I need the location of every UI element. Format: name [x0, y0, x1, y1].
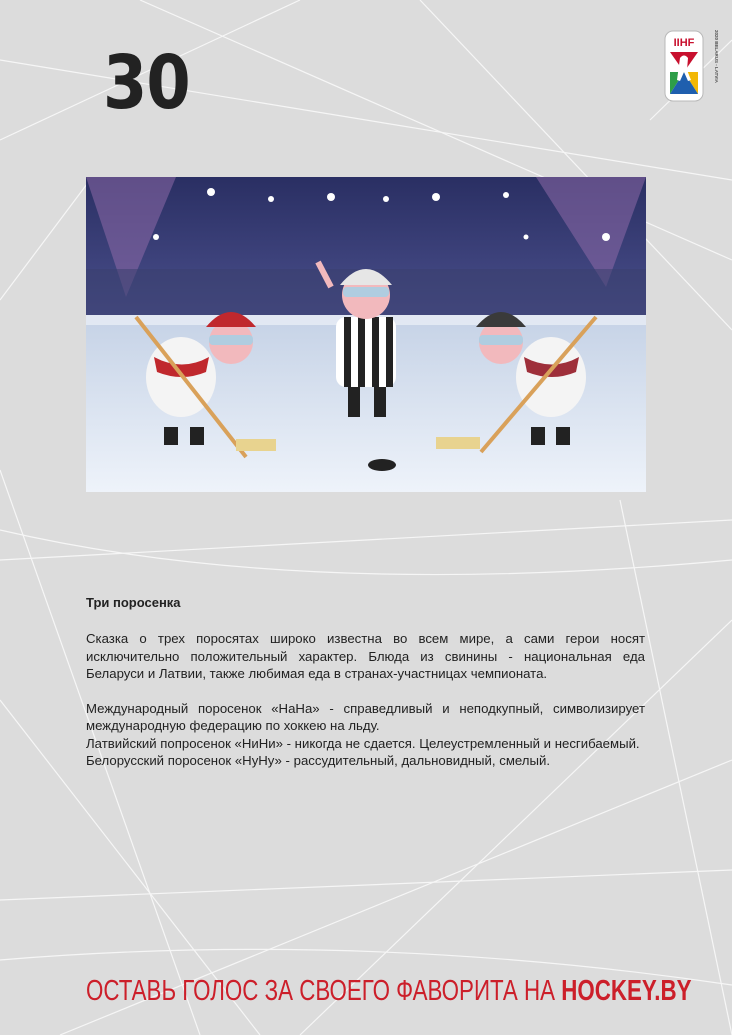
iihf-logo	[664, 30, 704, 102]
article-paragraph: Международный поросенок «НаНа» - справедливый и неподкупный, символизирует международную федерацию по хоккею на льду.	[86, 700, 645, 733]
article-paragraph: Сказка о трех поросятах широко известна во всем мире, а сами герои носят исключительно положительный характер. Блюда из свинины - национальная еда Беларуси и Латвии, также любимая еда в странах-участницах чемпионата.	[86, 631, 645, 681]
svg-text:IIHF: IIHF	[673, 37, 695, 49]
mascots-illustration	[86, 177, 646, 492]
article-title: Три поросенка	[86, 595, 181, 610]
cta-text: ОСТАВЬ ГОЛОС ЗА СВОЕГО ФАВОРИТА НА	[86, 975, 562, 1007]
article-paragraph: Латвийский попросенок «НиНи» - никогда не сдается. Целеустремленный и несгибаемый.	[86, 735, 640, 751]
page-number: 30	[103, 40, 190, 126]
logo-side-text: 2020 BELARUS - LATVIA	[714, 30, 719, 83]
vote-call-to-action	[86, 972, 692, 1010]
cta-site-link[interactable]: HOCKEY.BY	[561, 975, 692, 1007]
article	[86, 594, 645, 770]
article-paragraph: Белорусский поросенок «НуНу» - рассудительный, дальновидный, смелый.	[86, 753, 550, 768]
